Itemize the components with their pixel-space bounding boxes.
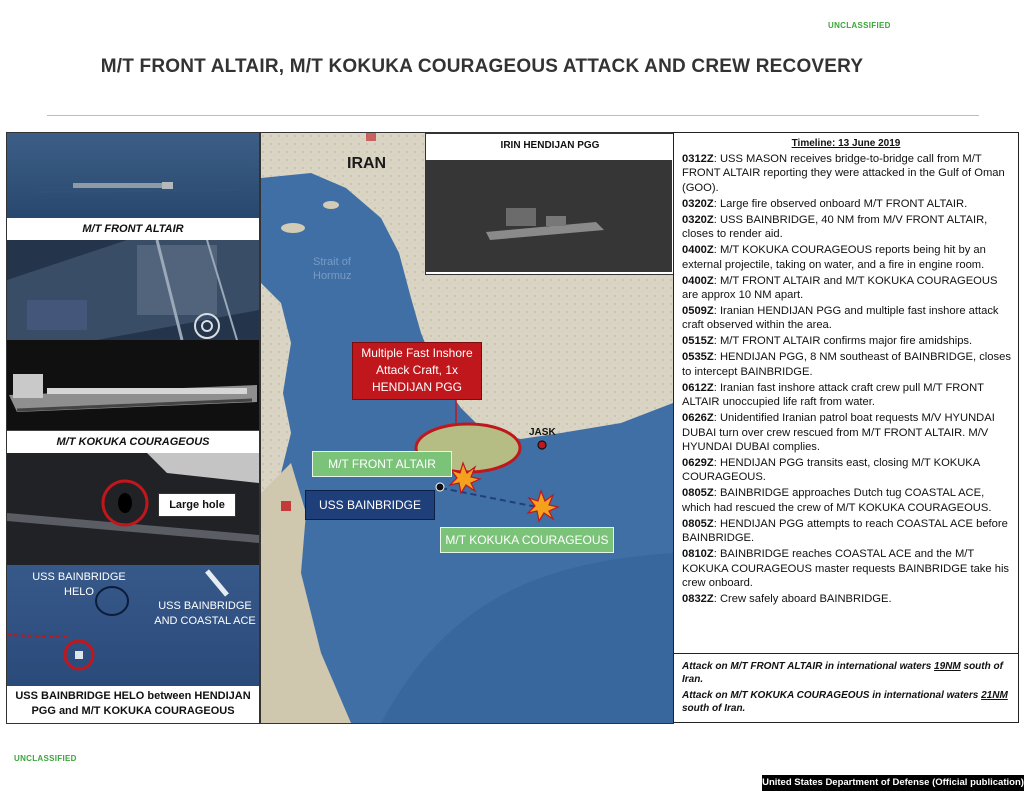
- classification-bottom: UNCLASSIFIED: [14, 754, 77, 763]
- inset-title: IRIN HENDIJAN PGG: [500, 140, 600, 151]
- timeline-entry: [682, 274, 1014, 303]
- jask-label: JASK: [529, 427, 556, 438]
- summary-1-text: Attack on M/T FRONT ALTAIR in international waters: [682, 661, 935, 672]
- timeline-text: : Unidentified Iranian patrol boat requests M/V HYUNDAI DUBAI turn over crew rescued from M/T FRONT ALTAIR. M/V HYUNDAI DUBAI complies.: [682, 412, 995, 454]
- jask-marker: [538, 441, 546, 449]
- timeline-text: : Crew safely aboard BAINBRIDGE.: [713, 593, 892, 606]
- summary-1-distance: 19NM: [934, 661, 961, 672]
- bainbridge-position: [436, 483, 444, 491]
- inset-hendijan: [425, 133, 674, 275]
- front-altair-caption: M/T FRONT ALTAIR: [7, 217, 259, 241]
- title-divider: [47, 115, 979, 116]
- timeline-panel: [673, 132, 1019, 654]
- timeline-entry: [682, 381, 1014, 410]
- timeline-entry: [682, 547, 1014, 590]
- timeline-entry: [682, 243, 1014, 272]
- front-altair-map-label: M/T FRONT ALTAIR: [312, 451, 452, 477]
- timeline-time: 0832Z: [682, 593, 714, 606]
- timeline-entry: [682, 197, 1014, 211]
- strait-label: Strait of: [313, 256, 351, 268]
- summary-line-2: [682, 689, 1012, 715]
- tanker-aerial-image: [7, 133, 259, 217]
- timeline-entry: [682, 456, 1014, 485]
- timeline-text: : USS BAINBRIDGE, 40 NM from M/V FRONT ALTAIR, closes to render aid.: [682, 213, 988, 241]
- iran-label: IRAN: [347, 155, 387, 172]
- timeline-text: : Iranian fast inshore attack craft crew pull M/T FRONT ALTAIR unoccupied life raft from water.: [682, 381, 984, 409]
- map-panel: [260, 132, 674, 724]
- timeline-time: 0612Z: [682, 381, 714, 394]
- timeline-entry: [682, 152, 1014, 195]
- summary-2-suffix: south of Iran.: [682, 703, 746, 714]
- island: [281, 223, 305, 233]
- kokuka-map-label: M/T KOKUKA COURAGEOUS: [440, 527, 614, 553]
- page-title: M/T FRONT ALTAIR, M/T KOKUKA COURAGEOUS ATTACK AND CREW RECOVERY: [100, 56, 864, 77]
- helo-caption: USS BAINBRIDGE HELO between HENDIJAN PGG and M/T KOKUKA COURAGEOUS: [7, 685, 259, 723]
- timeline-time: 0515Z: [682, 335, 714, 348]
- timeline-time: 0805Z: [682, 487, 714, 500]
- timeline-text: : HENDIJAN PGG attempts to reach COASTAL ACE before BAINBRIDGE.: [682, 517, 1008, 545]
- timeline-time: 0805Z: [682, 517, 714, 530]
- timeline-text: : BAINBRIDGE approaches Dutch tug COASTAL ACE, which had rescued the crew of M/T KOKUKA COURAGEOUS.: [682, 487, 992, 514]
- kokuka-caption: M/T KOKUKA COURAGEOUS: [7, 430, 259, 454]
- island: [323, 201, 339, 209]
- bainbridge-map-label: USS BAINBRIDGE: [305, 490, 435, 520]
- timeline-heading: Timeline: 13 June 2019: [791, 138, 901, 149]
- photo-column: [6, 132, 260, 724]
- timeline-time: 0312Z: [682, 153, 714, 165]
- timeline-text: : M/T FRONT ALTAIR and M/T KOKUKA COURAGEOUS are approx 10 NM apart.: [682, 274, 998, 302]
- timeline-text: : HENDIJAN PGG transits east, closing M/T KOKUKA COURAGEOUS.: [682, 457, 980, 484]
- timeline-time: 0400Z: [682, 274, 714, 287]
- summary-2-text: Attack on M/T KOKUKA COURAGEOUS in international waters: [682, 690, 982, 701]
- deck-image: [7, 240, 259, 340]
- helo-photo: [7, 565, 259, 685]
- timeline-text: : HENDIJAN PGG, 8 NM southeast of BAINBRIDGE, closes to intercept BAINBRIDGE.: [682, 351, 1011, 378]
- timeline-entry: [682, 411, 1014, 454]
- classification-top: UNCLASSIFIED: [828, 21, 891, 30]
- summary-2-distance: 21NM: [981, 690, 1008, 701]
- timeline-entry: [682, 350, 1014, 379]
- timeline-time: 0629Z: [682, 457, 714, 470]
- timeline-time: 0320Z: [682, 213, 714, 226]
- timeline-text: : M/T KOKUKA COURAGEOUS reports being hit by an external projectile, taking on water, and a fire in engine room.: [682, 244, 986, 271]
- timeline-text: : BAINBRIDGE reaches COASTAL ACE and the M/T KOKUKA COURAGEOUS master requests BAINBRIDGE take his crew onboard.: [682, 548, 1010, 590]
- front-altair-photo: [7, 133, 259, 217]
- svg-text:Hormuz: Hormuz: [313, 270, 352, 282]
- timeline-entry: [682, 517, 1014, 546]
- inset-image: [426, 160, 672, 272]
- bainbridge-coastal-label: USS BAINBRIDGE AND COASTAL ACE: [154, 600, 256, 627]
- timeline-entry: [682, 334, 1014, 348]
- summary-panel: [673, 653, 1019, 723]
- timeline-time: 0535Z: [682, 351, 714, 364]
- helo-label: USS BAINBRIDGE HELO: [32, 571, 126, 598]
- timeline-time: 0400Z: [682, 244, 714, 257]
- timeline-time: 0509Z: [682, 305, 714, 318]
- timeline-time: 0626Z: [682, 412, 714, 425]
- timeline-entry: [682, 213, 1014, 242]
- timeline-text: : M/T FRONT ALTAIR confirms major fire amidships.: [713, 335, 973, 348]
- timeline-entry: [682, 486, 1014, 515]
- timeline-entry: [682, 592, 1014, 606]
- large-hole-label: Large hole: [158, 493, 236, 517]
- credit-banner: United States Department of Defense (Official publication): [762, 775, 1024, 791]
- summary-line-1: [682, 660, 1012, 686]
- timeline-text: : Iranian HENDIJAN PGG and multiple fast inshore attack craft observed within the area.: [682, 305, 999, 332]
- timeline-time: 0320Z: [682, 197, 714, 210]
- kokuka-photo: [7, 340, 259, 430]
- timeline-text: : USS MASON receives bridge-to-bridge call from M/T FRONT ALTAIR reporting they were attacked in the Gulf of Oman (GOO).: [682, 153, 1005, 194]
- summary-1-suffix: south of Iran.: [682, 661, 1003, 685]
- timeline-list: [682, 152, 1014, 608]
- attack-craft-label: Multiple Fast Inshore Attack Craft, 1x HENDIJAN PGG: [352, 342, 482, 400]
- timeline-text: : Large fire observed onboard M/T FRONT ALTAIR.: [713, 197, 968, 210]
- deck-closeup-photo: [7, 240, 259, 340]
- hull-damage-photo: [7, 453, 259, 565]
- timeline-entry: [682, 304, 1014, 333]
- kokuka-ship-image: [7, 340, 259, 430]
- timeline-time: 0810Z: [682, 548, 714, 561]
